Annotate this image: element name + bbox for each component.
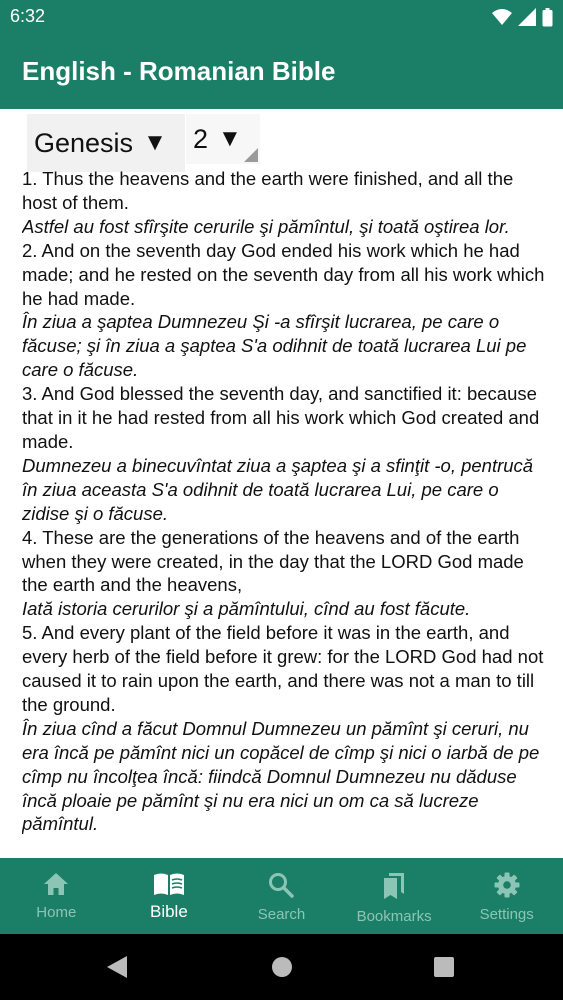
chapter-dropdown[interactable] <box>186 114 260 164</box>
home-circle-icon[interactable] <box>271 955 293 979</box>
bottom-nav <box>0 858 563 934</box>
nav-home[interactable] <box>0 858 113 934</box>
verse-romanian: Astfel au fost sfîrşite cerurile şi pămîntul, şi toată oştirea lor. <box>22 215 510 237</box>
nav-search-label: Search <box>257 906 306 923</box>
nav-bible-label: Bible <box>149 902 188 921</box>
dropdown-arrow-icon: ▼ <box>143 129 167 156</box>
home-icon <box>43 872 69 896</box>
verse-romanian: În ziua a şaptea Dumnezeu Şi -a sfîrşit lucrarea, pe care o făcuse; şi în ziua a şaptea S'a odihnit de toată lucrarea Lui pe care o făcuse. <box>22 311 527 381</box>
nav-settings-label: Settings <box>479 906 534 923</box>
verse-romanian: Dumnezeu a binecuvîntat ziua a şaptea şi a sfinţit -o, pentrucă în ziua aceasta S'a odihnit de toată lucrarea Lui, pe care o zidise şi o făcuse. <box>22 454 534 524</box>
book-icon <box>153 872 185 896</box>
verse-english: 5. And every plant of the field before it was in the earth, and every herb of the field before it grew: for the LORD God had not caused it to rain upon the earth, and there was not a man to till the ground. <box>22 622 544 715</box>
verse-romanian: În ziua cînd a făcut Domnul Dumnezeu un pămînt şi ceruri, nu era încă pe pămînt nici un copăcel de cîmp şi nici o iarbă de pe cîmp nu încolţea încă: fiindcă Domnul Dumnezeu nu dăduse încă ploaie pe pămînt şi nu era nici un om ca să lucreze pămîntul. <box>22 717 540 835</box>
nav-search[interactable] <box>225 858 338 934</box>
battery-icon <box>542 8 553 27</box>
book-value: Genesis <box>34 127 134 158</box>
system-nav-bar <box>0 934 563 1000</box>
verse-english: 2. And on the seventh day God ended his work which he had made; and he rested on the seventh day from all his work which he had made. <box>22 239 545 309</box>
bookmarks-icon <box>381 872 407 900</box>
signal-icon <box>518 8 536 26</box>
app-title: English - Romanian Bible <box>22 56 336 86</box>
nav-home-label: Home <box>36 904 77 921</box>
nav-bookmarks[interactable] <box>338 858 451 934</box>
status-icons <box>492 7 553 27</box>
status-bar <box>0 0 563 34</box>
verse-english: 3. And God blessed the seventh day, and sanctified it: because that in it he had rested from all his work which God created and made. <box>22 383 540 452</box>
app-bar <box>0 34 563 109</box>
nav-bible[interactable] <box>113 858 226 934</box>
status-time: 6:32 <box>10 6 46 26</box>
gear-icon <box>494 872 520 898</box>
book-dropdown[interactable] <box>27 114 185 172</box>
verse-english: 4. These are the generations of the heavens and of the earth when they were created, in the day that the LORD God made the earth and the heavens, <box>22 526 524 596</box>
selector-row <box>0 109 563 165</box>
back-icon[interactable] <box>106 955 128 979</box>
spinner-corner-icon <box>244 148 258 162</box>
verse-romanian: Iată istoria cerurilor şi a pămîntului, cînd au fost făcute. <box>22 598 471 620</box>
chapter-value: 2 <box>193 123 209 154</box>
nav-settings[interactable] <box>450 858 563 934</box>
dropdown-arrow-icon: ▼ <box>218 125 242 152</box>
nav-bookmarks-label: Bookmarks <box>356 908 432 925</box>
recents-icon[interactable] <box>433 955 455 979</box>
verse-english: 1. Thus the heavens and the earth were finished, and all the host of them. <box>22 168 514 213</box>
verse-list[interactable] <box>22 167 547 857</box>
search-icon <box>268 872 294 898</box>
wifi-icon <box>492 8 512 26</box>
